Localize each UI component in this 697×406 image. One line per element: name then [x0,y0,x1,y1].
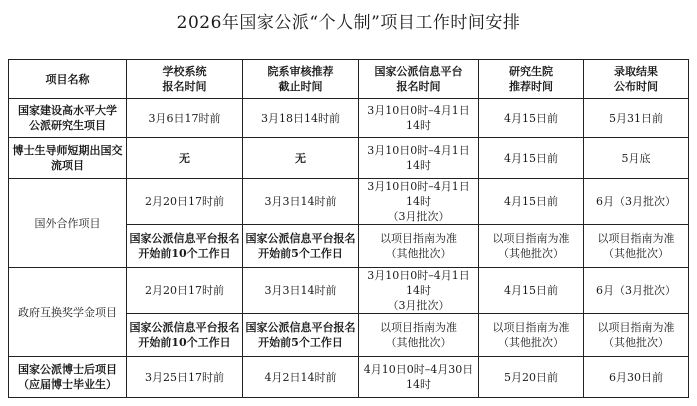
table-row [9,357,689,398]
grad-time-cell: 以项目指南为准 （其他批次） [479,314,584,357]
dept-time-cell: 无 [243,138,359,179]
platform-time-cell: 4月10日0时–4月30日14时 [359,357,479,398]
project-name-cell: 博士生导师短期出国交 流项目 [9,138,127,179]
platform-time-cell: 3月10日0时–4月1日14时 （3月批次） [359,268,479,314]
school-time-cell: 3月6日17时前 [127,99,243,138]
dept-time-cell: 3月18日14时前 [243,99,359,138]
result-time-cell: 以项目指南为准 （其他批次） [584,225,689,268]
header-project-name: 项目名称 [9,60,127,99]
result-time-cell: 以项目指南为准 （其他批次） [584,314,689,357]
result-time-cell: 6月（3月批次） [584,179,689,225]
header-platform-registration: 国家公派信息平台 报名时间 [359,60,479,99]
grad-time-cell: 4月15日前 [479,99,584,138]
school-time-cell: 2月20日17时前 [127,268,243,314]
grad-time-cell: 4月15日前 [479,138,584,179]
project-name-cell: 国外合作项目 [9,179,127,268]
page-title: 2026年国家公派“个人制”项目工作时间安排 [176,13,521,33]
dept-time-cell: 3月3日14时前 [243,268,359,314]
result-time-cell: 6月（3月批次） [584,268,689,314]
dept-time-cell: 4月2日14时前 [243,357,359,398]
grad-time-cell: 以项目指南为准 （其他批次） [479,225,584,268]
project-name-cell: 国家建设高水平大学 公派研究生项目 [9,99,127,138]
grad-time-cell: 4月15日前 [479,179,584,225]
school-time-cell: 国家公派信息平台报名 开始前10个工作日 [127,225,243,268]
table-row [9,138,689,179]
school-time-cell: 3月25日17时前 [127,357,243,398]
header-admission-result: 录取结果 公布时间 [584,60,689,99]
school-time-cell: 2月20日17时前 [127,179,243,225]
school-time-cell: 无 [127,138,243,179]
platform-time-cell: 3月10日0时–4月1日14时 [359,99,479,138]
dept-time-cell: 国家公派信息平台报名 开始前5个工作日 [243,314,359,357]
result-time-cell: 5月底 [584,138,689,179]
result-time-cell: 6月30日前 [584,357,689,398]
table-row [9,268,689,314]
schedule-table [8,59,689,398]
table-row [9,179,689,225]
result-time-cell: 5月31日前 [584,99,689,138]
dept-time-cell: 国家公派信息平台报名 开始前5个工作日 [243,225,359,268]
header-dept-review-deadline: 院系审核推荐 截止时间 [243,60,359,99]
grad-time-cell: 5月20日前 [479,357,584,398]
platform-time-cell: 3月10日0时–4月1日14时 [359,138,479,179]
grad-time-cell: 4月15日前 [479,268,584,314]
header-grad-school-recommendation: 研究生院 推荐时间 [479,60,584,99]
platform-time-cell: 以项目指南为准 （其他批次） [359,225,479,268]
table-header-row [9,60,689,99]
dept-time-cell: 3月3日14时前 [243,179,359,225]
platform-time-cell: 以项目指南为准 （其他批次） [359,314,479,357]
school-time-cell: 国家公派信息平台报名 开始前10个工作日 [127,314,243,357]
project-name-cell: 国家公派博士后项目 （应届博士毕业生） [9,357,127,398]
table-row [9,99,689,138]
project-name-cell: 政府互换奖学金项目 [9,268,127,357]
header-school-registration: 学校系统 报名时间 [127,60,243,99]
platform-time-cell: 3月10日0时–4月1日14时 （3月批次） [359,179,479,225]
